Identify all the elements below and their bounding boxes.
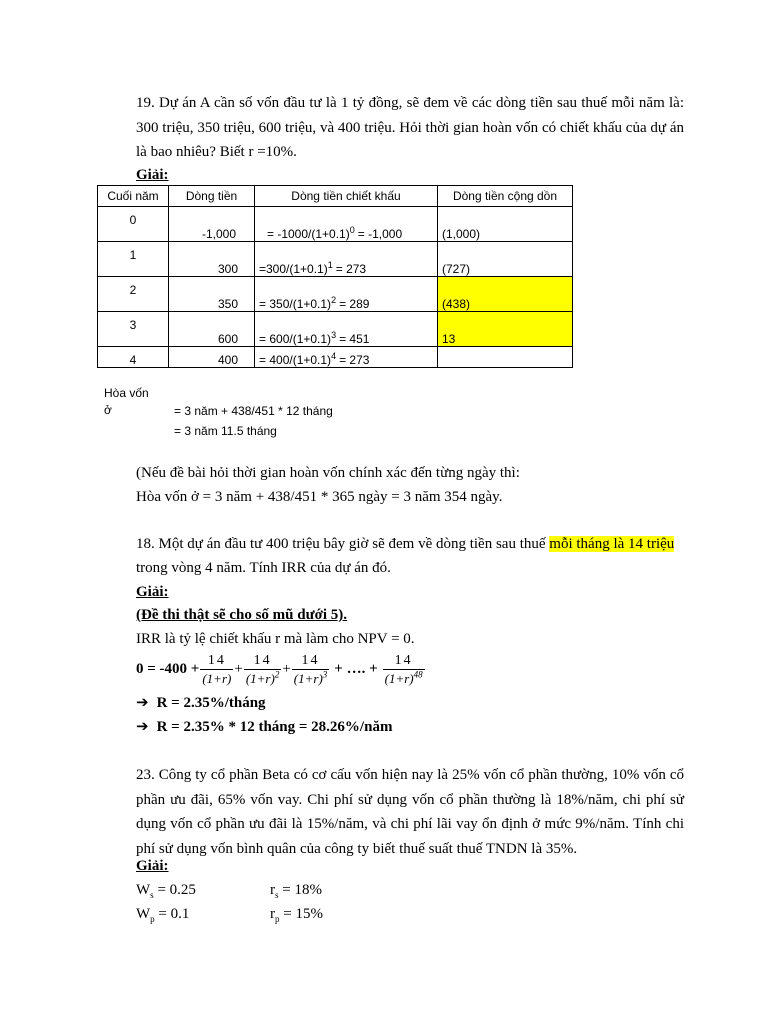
col-header-cumulative: Dòng tiền cộng dồn [438,186,573,207]
cell-cumulative [438,347,573,368]
cell-discounted: = $400/(1+0.1)^4 = 273$ [255,347,438,368]
q19-text: 19. Dự án A cần số vốn đầu tư là 1 tỷ đồng, sẽ đem về các dòng tiền sau thuế mỗi năm là: 300 triệu, 350 triệu, 600 triệu, và 400 triệu. Hỏi thời gian hoàn vốn có chiết khấu của dự án là bao nhiêu? Biết r =10%. [136,95,684,160]
rs-value: $r_s = 18\%$ [270,882,322,900]
cell-year: 0 [98,207,169,242]
table-row [98,207,573,242]
col-header-cash-flow: Dòng tiền [169,186,255,207]
cell-cash-flow: -1,000 [169,207,255,242]
result-monthly: ➔ R = 2.35%/tháng [136,693,266,711]
cell-year: 4 [98,347,169,368]
fraction-term-3: $\frac{14}{(1+r)^3}$ [293,652,328,686]
cell-discounted: = $-1000/(1+0.1)^0 = -1,000$ [255,207,438,242]
arrow-right-icon: ➔ [136,717,149,735]
cell-cash-flow: 400 [169,347,255,368]
q18-exam-note: (Đề thi thật sẽ cho số mũ dưới 5). [136,607,348,623]
cell-cash-flow: 600 [169,312,255,347]
cell-discounted: $=300/(1+0.1)^1 = 273$ [255,242,438,277]
cell-cumulative: (438) [438,277,573,312]
cell-cash-flow: 300 [169,242,255,277]
arrow-right-icon: ➔ [136,693,149,711]
note-line-2: Hòa vốn ở = 3 năm + 438/451 * 365 ngày = 3 năm 354 ngày. [136,489,503,505]
cell-cumulative: 13 [438,312,573,347]
cell-cash-flow: 350 [169,277,255,312]
result-annual: ➔ R = 2.35% * 12 tháng = 28.26%/năm [136,717,393,735]
equation-lead: 0 = -400 + [136,661,200,677]
table-header-row [98,186,573,207]
cell-year: 2 [98,277,169,312]
table-row [98,277,573,312]
table-row [98,242,573,277]
rp-value: $r_p = 15\%$ [270,906,323,924]
cell-cumulative: (1,000) [438,207,573,242]
col-header-year: Cuối năm [98,186,169,207]
irr-equation: 0 = -400 + $\frac{14}{(1+r)}$ + $\frac{14}{(1+r)^2}$ + $\frac{14}{(1+r)^3}$ + …. + $\frac{14}{(1+r)^{48}}$ [136,652,423,686]
breakeven-label-1: Hòa vốn [104,386,149,400]
col-header-discounted: Dòng tiền chiết khấu [255,186,438,207]
wp-value: $W_p = 0.1$ [136,906,190,924]
equation-dots: + …. + [334,661,378,677]
q18-solution-label: Giải: [136,584,169,600]
q18-text-line-1 [136,532,674,556]
cash-flow-table [97,185,573,368]
q18-text-pre: 18. Một dự án đầu tư 400 triệu bây giờ sẽ đem về dòng tiền sau thuế [136,536,550,552]
cell-cumulative: (727) [438,242,573,277]
fraction-term-48: $\frac{14}{(1+r)^{48}}$ [384,652,423,686]
breakeven-label-2: ở [104,403,112,417]
q23-solution-label: Giải: [136,858,169,874]
irr-definition: IRR là tỷ lệ chiết khấu r mà làm cho NPV = 0. [136,631,415,647]
fraction-term-2: $\frac{14}{(1+r)^2}$ [245,652,280,686]
cell-discounted: = $600/(1+0.1)^3 = 451$ [255,312,438,347]
table-row [98,347,573,368]
table-row [98,312,573,347]
cell-year: 3 [98,312,169,347]
cell-year: 1 [98,242,169,277]
q23-text: 23. Công ty cổ phần Beta có cơ cấu vốn hiện nay là 25% vốn cổ phần thường, 10% vốn cổ phần ưu đãi, 65% vốn vay. Chi phí sử dụng vốn cổ phần thường là 18%/năm, chi phí sử dụng vốn cổ phần ưu đãi là 15%/năm, và chi phí lãi vay ổn định ở mức 9%/năm. Tính chi phí sử dụng vốn bình quân của công ty biết thuế suất thuế TNDN là 35%. [136,767,684,857]
ws-value: $W_s = 0.25$ [136,882,196,900]
cell-discounted: = $350/(1+0.1)^2 = 289$ [255,277,438,312]
q19-solution-label: Giải: [136,167,169,183]
q18-highlight: mỗi tháng là 14 triệu [549,536,675,552]
note-line-1: (Nếu đề bài hỏi thời gian hoàn vốn chính xác đến từng ngày thì: [136,465,520,481]
breakeven-calc-1: = 3 năm + 438/451 * 12 tháng [174,404,333,418]
fraction-term-1: $\frac{14}{(1+r)}$ [202,652,232,686]
q18-text-line-2: trong vòng 4 năm. Tính IRR của dự án đó. [136,560,391,576]
breakeven-calc-2: = 3 năm 11.5 tháng [174,424,277,438]
